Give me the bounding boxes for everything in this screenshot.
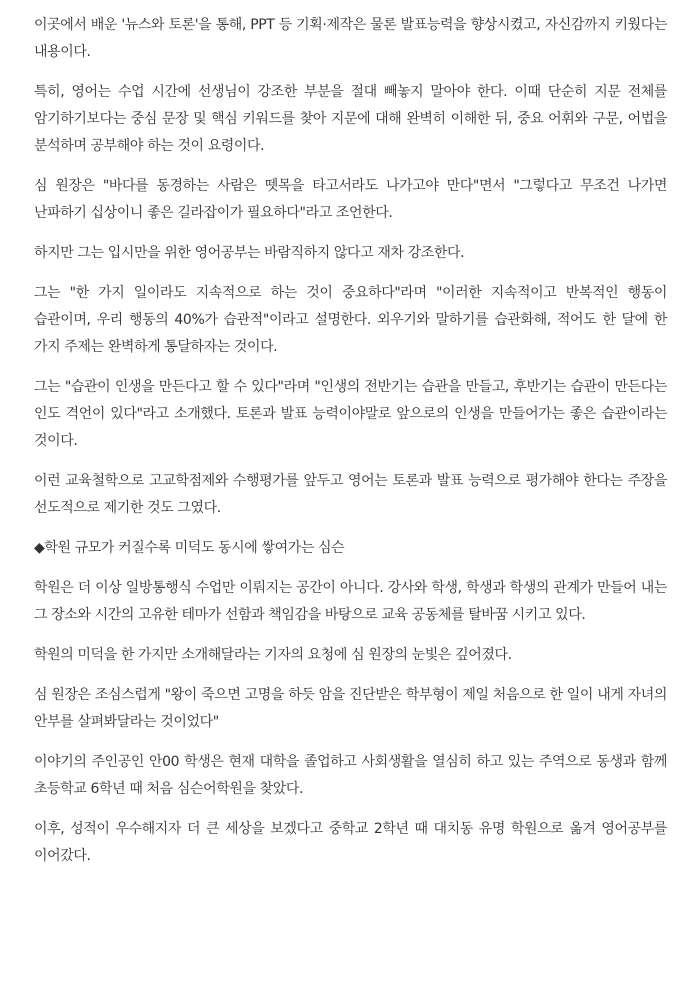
paragraph: 학원의 미덕을 한 가지만 소개해달라는 기자의 요청에 심 원장의 눈빛은 깊어졌다. (34, 647, 512, 663)
paragraph: 심 원장은 조심스럽게 "왕이 죽으면 고명을 하듯 암을 진단받은 학부형이 제일 처음으로 한 일이 내게 자녀의 안부를 살펴봐달라는 것이었다" (34, 687, 667, 730)
paragraph: 이야기의 주인공인 안00 학생은 현재 대학을 졸업하고 사회생활을 열심히 하고 있는 주역으로 동생과 함께 초등학교 6학년 때 처음 심슨어학원을 찾았다. (34, 754, 667, 797)
section-subheading: ◆학원 규모가 커질수록 미덕도 동시에 쌓여가는 심슨 (34, 540, 345, 556)
paragraph: 그는 "한 가지 일이라도 지속적으로 하는 것이 중요하다"라며 "이러한 지속적이고 반복적인 행동이 습관이며, 우리 행동의 40%가 습관적"이라고 설명한다. 외우기와 말하기를 습관화해, 적어도 한 달에 한 가지 주제는 완벽하게 통달하자는 것이다. (34, 285, 667, 355)
article-body (34, 12, 667, 883)
paragraph: 하지만 그는 입시만을 위한 영어공부는 바람직하지 않다고 재차 강조한다. (34, 245, 465, 261)
paragraph: 그는 "습관이 인생을 만든다고 할 수 있다"라며 "인생의 전반기는 습관을 만들고, 후반기는 습관이 만든다는 인도 격언이 있다"라고 소개했다. 토론과 발표 능력이야말로 앞으로의 인생을 만들어가는 좋은 습관이라는 것이다. (34, 379, 667, 449)
paragraph: 이곳에서 배운 '뉴스와 토론'을 통해, PPT 등 기획·제작은 물론 발표능력을 향상시켰고, 자신감까지 키웠다는 내용이다. (34, 17, 667, 60)
paragraph: 학원은 더 이상 일방통행식 수업만 이뤄지는 공간이 아니다. 강사와 학생, 학생과 학생의 관계가 만들어 내는 그 장소와 시간의 고유한 테마가 선함과 책임감을 바탕으로 교육 공동체를 탈바꿈 시키고 있다. (34, 580, 667, 623)
paragraph: 이런 교육철학으로 고교학점제와 수행평가를 앞두고 영어는 토론과 발표 능력으로 평가해야 한다는 주장을 선도적으로 제기한 것도 그였다. (34, 473, 667, 516)
paragraph: 심 원장은 "바다를 동경하는 사람은 뗏목을 타고서라도 나가고야 만다"면서 "그렇다고 무조건 나가면 난파하기 십상이니 좋은 길라잡이가 필요하다"라고 조언한다. (34, 178, 667, 221)
paragraph: 특히, 영어는 수업 시간에 선생님이 강조한 부분을 절대 빼놓지 말아야 한다. 이때 단순히 지문 전체를 암기하기보다는 중심 문장 및 핵심 키워드를 찾아 지문에 대해 완벽히 이해한 뒤, 중요 어휘와 구문, 어법을 분석하며 공부해야 하는 것이 요령이다. (34, 84, 667, 154)
paragraph: 이후, 성적이 우수해지자 더 큰 세상을 보겠다고 중학교 2학년 때 대치동 유명 학원으로 옮겨 영어공부를 이어갔다. (34, 821, 667, 864)
